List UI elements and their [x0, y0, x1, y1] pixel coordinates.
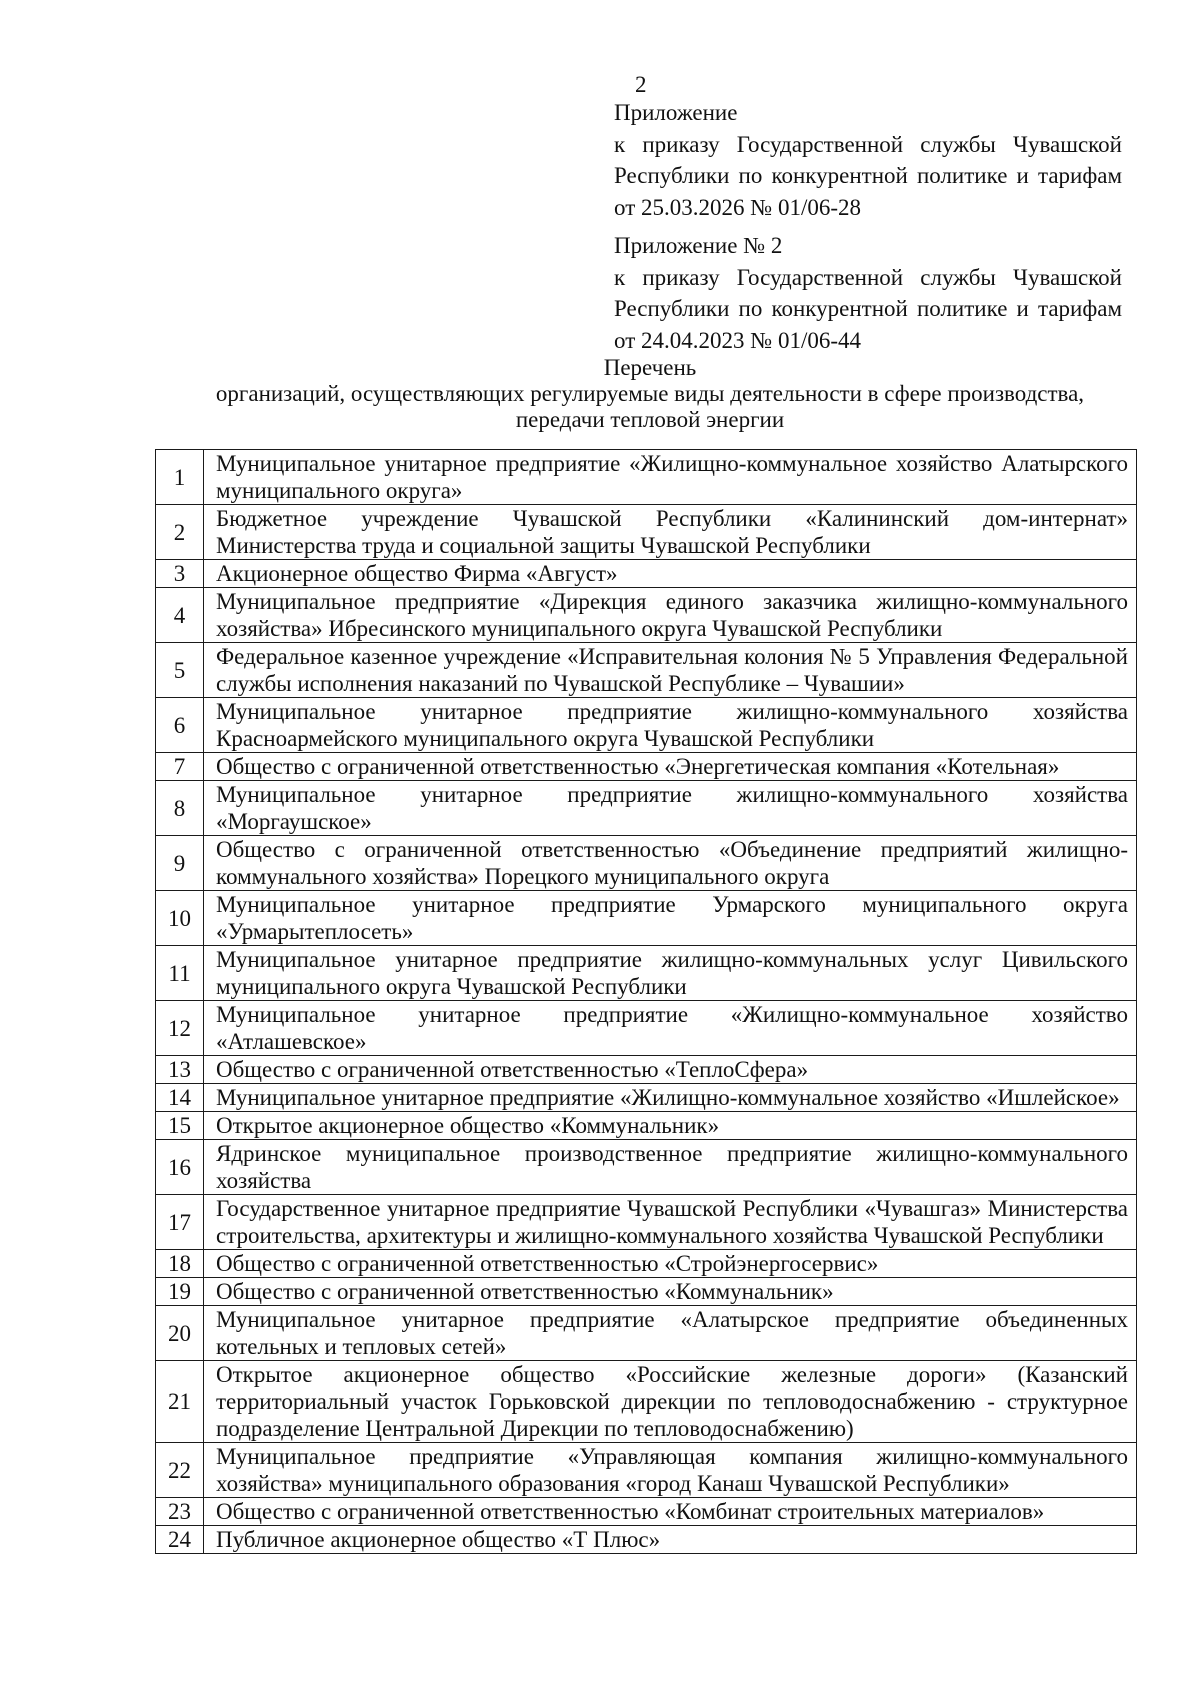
organization-name: Муниципальное унитарное предприятие жилищно-коммунального хозяйства Красноармейского муниципального округа Чувашской Республики: [204, 698, 1137, 753]
organization-name: Общество с ограниченной ответственностью «Объединение предприятий жилищно-коммунального хозяйства» Порецкого муниципального округа: [204, 836, 1137, 891]
row-number: 22: [156, 1443, 204, 1498]
row-number: 13: [156, 1056, 204, 1084]
organization-name: Муниципальное унитарное предприятие «Жилищно-коммунальное хозяйство «Атлашевское»: [204, 1001, 1137, 1056]
appendix-2-block: [614, 230, 1122, 356]
row-number: 16: [156, 1140, 204, 1195]
page-number: 2: [635, 72, 647, 97]
organization-name: Общество с ограниченной ответственностью «Стройэнергосервис»: [204, 1250, 1137, 1278]
table-row: [156, 505, 1137, 560]
table-row: [156, 753, 1137, 781]
organization-name: Муниципальное унитарное предприятие жилищно-коммунальных услуг Цивильского муниципального округа Чувашской Республики: [204, 946, 1137, 1001]
organization-name: Общество с ограниченной ответственностью «Энергетическая компания «Котельная»: [204, 753, 1137, 781]
row-number: 20: [156, 1306, 204, 1361]
organization-name: Публичное акционерное общество «Т Плюс»: [204, 1526, 1137, 1554]
organization-name: Муниципальное унитарное предприятие Урмарского муниципального округа «Урмарытеплосеть»: [204, 891, 1137, 946]
table-row: [156, 1306, 1137, 1361]
row-number: 17: [156, 1195, 204, 1250]
organization-name: Открытое акционерное общество «Российские железные дороги» (Казанский территориальный участок Горьковской дирекции по тепловодоснабжению - структурное подразделение Центральной Дирекции по тепловодоснабжению): [204, 1361, 1137, 1443]
organization-name: Муниципальное унитарное предприятие «Жилищно-коммунальное хозяйство Алатырского муниципального округа»: [204, 450, 1137, 505]
table-row: [156, 1526, 1137, 1554]
table-row: [156, 891, 1137, 946]
row-number: 15: [156, 1112, 204, 1140]
title-line-1: Перечень: [603, 355, 697, 380]
row-number: 19: [156, 1278, 204, 1306]
appendix-2-heading: Приложение № 2: [614, 233, 783, 258]
organization-name: Открытое акционерное общество «Коммунальник»: [204, 1112, 1137, 1140]
organization-name: Общество с ограниченной ответственностью «Комбинат строительных материалов»: [204, 1498, 1137, 1526]
row-number: 21: [156, 1361, 204, 1443]
organization-name: Муниципальное унитарное предприятие «Жилищно-коммунальное хозяйство «Ишлейское»: [204, 1084, 1137, 1112]
organization-name: Акционерное общество Фирма «Август»: [204, 560, 1137, 588]
table-row: [156, 1084, 1137, 1112]
table-row: [156, 560, 1137, 588]
row-number: 1: [156, 450, 204, 505]
organization-name: Общество с ограниченной ответственностью «ТеплоСфера»: [204, 1056, 1137, 1084]
organization-name: Бюджетное учреждение Чувашской Республики «Калининский дом-интернат» Министерства труда и социальной защиты Чувашской Республики: [204, 505, 1137, 560]
document-title: [150, 355, 1150, 433]
appendix-1-heading: Приложение: [614, 100, 738, 125]
appendix-1-block: [614, 97, 1122, 223]
appendix-1-body: к приказу Государственной службы Чувашской Республики по конкурентной политике и тарифам от 25.03.2026 № 01/06-28: [614, 131, 1122, 220]
organization-name: Муниципальное унитарное предприятие «Алатырское предприятие объединенных котельных и тепловых сетей»: [204, 1306, 1137, 1361]
table-row: [156, 1112, 1137, 1140]
row-number: 7: [156, 753, 204, 781]
row-number: 2: [156, 505, 204, 560]
title-line-3: передачи тепловой энергии: [515, 407, 785, 432]
table-row: [156, 1361, 1137, 1443]
table-row: [156, 450, 1137, 505]
table-row: [156, 1443, 1137, 1498]
table-row: [156, 836, 1137, 891]
table-row: [156, 1498, 1137, 1526]
table-row: [156, 781, 1137, 836]
organization-name: Ядринское муниципальное производственное предприятие жилищно-коммунального хозяйства: [204, 1140, 1137, 1195]
row-number: 24: [156, 1526, 204, 1554]
table-row: [156, 588, 1137, 643]
table-row: [156, 1250, 1137, 1278]
organization-name: Муниципальное предприятие «Управляющая компания жилищно-коммунального хозяйства» муниципального образования «город Канаш Чувашской Республики»: [204, 1443, 1137, 1498]
row-number: 12: [156, 1001, 204, 1056]
row-number: 3: [156, 560, 204, 588]
table-row: [156, 1056, 1137, 1084]
title-line-2: организаций, осуществляющих регулируемые виды деятельности в сфере производства,: [215, 381, 1085, 406]
table-row: [156, 1140, 1137, 1195]
row-number: 11: [156, 946, 204, 1001]
organization-name: Государственное унитарное предприятие Чувашской Республики «Чувашгаз» Министерства строительства, архитектуры и жилищно-коммунального хозяйства Чувашской Республики: [204, 1195, 1137, 1250]
row-number: 6: [156, 698, 204, 753]
row-number: 9: [156, 836, 204, 891]
organizations-table: [155, 449, 1137, 1554]
row-number: 5: [156, 643, 204, 698]
table-row: [156, 1001, 1137, 1056]
row-number: 8: [156, 781, 204, 836]
table-row: [156, 1195, 1137, 1250]
appendix-2-body: к приказу Государственной службы Чувашской Республики по конкурентной политике и тарифам от 24.04.2023 № 01/06-44: [614, 264, 1122, 353]
organization-name: Федеральное казенное учреждение «Исправительная колония № 5 Управления Федеральной службы исполнения наказаний по Чувашской Республике – Чувашии»: [204, 643, 1137, 698]
table-row: [156, 698, 1137, 753]
table-row: [156, 946, 1137, 1001]
organizations-table-body: [156, 450, 1137, 1554]
row-number: 18: [156, 1250, 204, 1278]
organization-name: Муниципальное предприятие «Дирекция единого заказчика жилищно-коммунального хозяйства» Ибресинского муниципального округа Чувашской Республики: [204, 588, 1137, 643]
organization-name: Муниципальное унитарное предприятие жилищно-коммунального хозяйства «Моргаушское»: [204, 781, 1137, 836]
row-number: 14: [156, 1084, 204, 1112]
table-row: [156, 643, 1137, 698]
table-row: [156, 1278, 1137, 1306]
row-number: 4: [156, 588, 204, 643]
organization-name: Общество с ограниченной ответственностью «Коммунальник»: [204, 1278, 1137, 1306]
row-number: 23: [156, 1498, 204, 1526]
row-number: 10: [156, 891, 204, 946]
